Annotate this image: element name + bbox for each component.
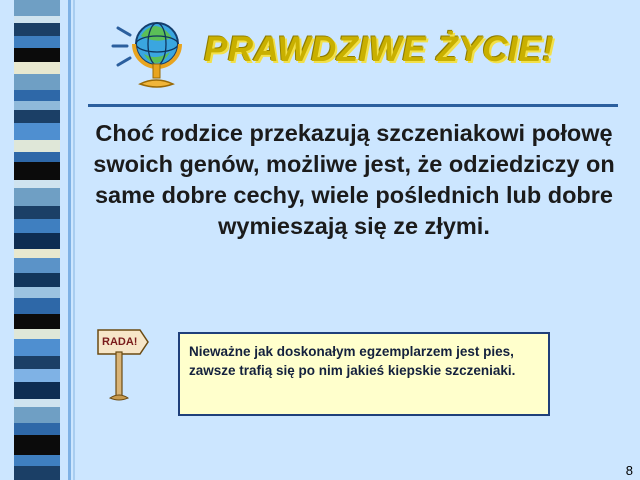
stripe-segment: [14, 435, 60, 455]
stripe-segment: [14, 36, 60, 47]
stripe-segment: [14, 74, 60, 90]
stripe-segment: [14, 466, 60, 480]
stripe-segment: [14, 287, 60, 297]
stripe-segment: [14, 206, 60, 218]
stripe-segment: [14, 23, 60, 36]
stripe-segment: [14, 0, 60, 16]
stripe-segment: [14, 233, 60, 249]
title-row: [86, 14, 626, 94]
stripe-segment: [14, 152, 60, 162]
title-underline-rule: [88, 104, 618, 107]
stripe-segment: [14, 90, 60, 101]
callout-text: Nieważne jak doskonałym egzemplarzem jest pies, zawsze trafią się po nim jakieś kiepskie szczeniaki.: [189, 344, 516, 378]
stripe-segment: [14, 188, 60, 206]
stripe-segment: [14, 258, 60, 273]
stripe-segment: [14, 140, 60, 152]
stripe-segment: [14, 101, 60, 110]
body-paragraph: Choć rodzice przekazują szczeniakowi połowę swoich genów, możliwe jest, że odziedziczy on same dobre cechy, wiele poślednich lub dobre wymieszają się ze złymi.: [93, 120, 615, 239]
stripe-segment: [14, 382, 60, 399]
stripe-segment: [14, 399, 60, 407]
callout-box: [178, 332, 550, 416]
stripe-segment: [14, 249, 60, 258]
stripe-segment: [14, 407, 60, 423]
page-title: PRAWDZIWE ŻYCIE!: [204, 30, 555, 69]
stripe-segment: [14, 298, 60, 314]
decorative-stripe-band: [14, 0, 60, 480]
stripe-segment: [14, 123, 60, 139]
stripe-segment: [14, 180, 60, 188]
page-number: 8: [625, 463, 633, 478]
stripe-segment: [14, 62, 60, 74]
stripe-segment: [14, 339, 60, 356]
globe-icon: [110, 18, 194, 94]
stripe-segment: [14, 110, 60, 123]
stripe-segment: [14, 314, 60, 329]
stripe-segment: [14, 369, 60, 381]
stripe-segment: [14, 356, 60, 369]
stripe-segment: [14, 48, 60, 62]
svg-text:RADA!: RADA!: [102, 336, 138, 348]
stripe-segment: [14, 455, 60, 465]
stripe-segment: [14, 329, 60, 339]
stripe-segment: [14, 273, 60, 287]
stripe-segment: [14, 423, 60, 435]
stripe-divider-line-secondary: [73, 0, 75, 480]
stripe-segment: [14, 162, 60, 180]
stripe-segment: [14, 219, 60, 233]
stripe-divider-line: [68, 0, 71, 480]
stripe-segment: [14, 16, 60, 23]
signpost-icon: [96, 324, 172, 404]
